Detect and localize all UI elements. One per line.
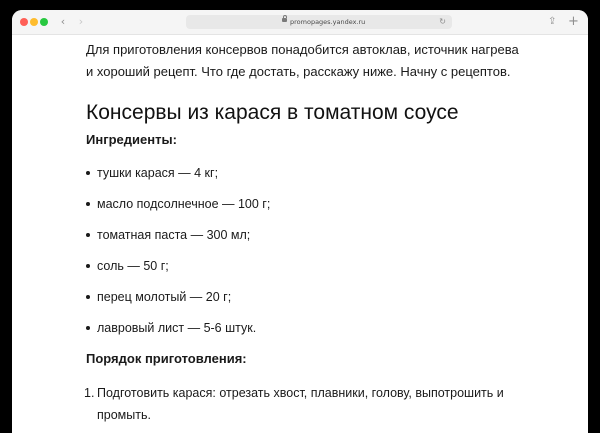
- bullet-icon: [86, 326, 90, 330]
- back-button[interactable]: [56, 14, 70, 30]
- plus-icon: +: [568, 14, 579, 29]
- ingredient-text: тушки карася — 4 кг;: [97, 166, 219, 180]
- ingredient-text: масло подсолнечное — 100 г;: [97, 197, 271, 211]
- address-bar[interactable]: [186, 15, 452, 29]
- browser-window: [12, 10, 588, 433]
- share-icon: ⇪: [548, 16, 557, 27]
- ingredient-text: соль — 50 г;: [97, 259, 169, 273]
- forward-button[interactable]: [74, 14, 88, 30]
- chevron-left-icon: ‹: [60, 15, 66, 28]
- bullet-icon: [86, 171, 90, 175]
- step-text: Подготовить карася: отрезать хвост, плавники, голову, выпотрошить и промыть.: [97, 386, 504, 422]
- ingredients-title: Ингредиенты:: [86, 132, 177, 147]
- ingredient-item: [86, 195, 526, 226]
- url-text: promopages.yandex.ru: [290, 18, 366, 26]
- steps-list: [86, 382, 526, 426]
- step-item: [86, 382, 526, 426]
- step-number: 1.: [84, 386, 95, 400]
- bullet-icon: [86, 264, 90, 268]
- ingredient-text: лавровый лист — 5-6 штук.: [97, 321, 257, 335]
- browser-toolbar: [12, 10, 588, 35]
- ingredient-item: [86, 257, 526, 288]
- close-window-button[interactable]: [20, 18, 28, 26]
- share-button[interactable]: [548, 14, 556, 30]
- ingredient-text: томатная паста — 300 мл;: [97, 228, 251, 242]
- recipe-heading: Консервы из карася в томатном соусе: [86, 101, 459, 124]
- bullet-icon: [86, 233, 90, 237]
- reload-icon: ↻: [439, 17, 446, 26]
- ingredient-item: [86, 226, 526, 257]
- ingredient-item: [86, 288, 526, 319]
- reload-button[interactable]: [439, 15, 446, 29]
- ingredient-item: [86, 164, 526, 195]
- intro-paragraph: Для приготовления консервов понадобится автоклав, источник нагрева и хороший рецепт. Что где достать, расскажу ниже. Начну с рецептов.: [86, 42, 519, 79]
- ingredients-list: [86, 164, 526, 350]
- ingredient-item: [86, 319, 526, 350]
- method-title: Порядок приготовления:: [86, 351, 247, 366]
- minimize-window-button[interactable]: [30, 18, 38, 26]
- bullet-icon: [86, 295, 90, 299]
- new-tab-button[interactable]: [568, 14, 579, 30]
- ingredient-text: перец молотый — 20 г;: [97, 290, 232, 304]
- zoom-window-button[interactable]: [40, 18, 48, 26]
- bullet-icon: [86, 202, 90, 206]
- chevron-right-icon: ›: [78, 15, 84, 28]
- page-content: [12, 35, 588, 433]
- lock-icon: [282, 18, 287, 22]
